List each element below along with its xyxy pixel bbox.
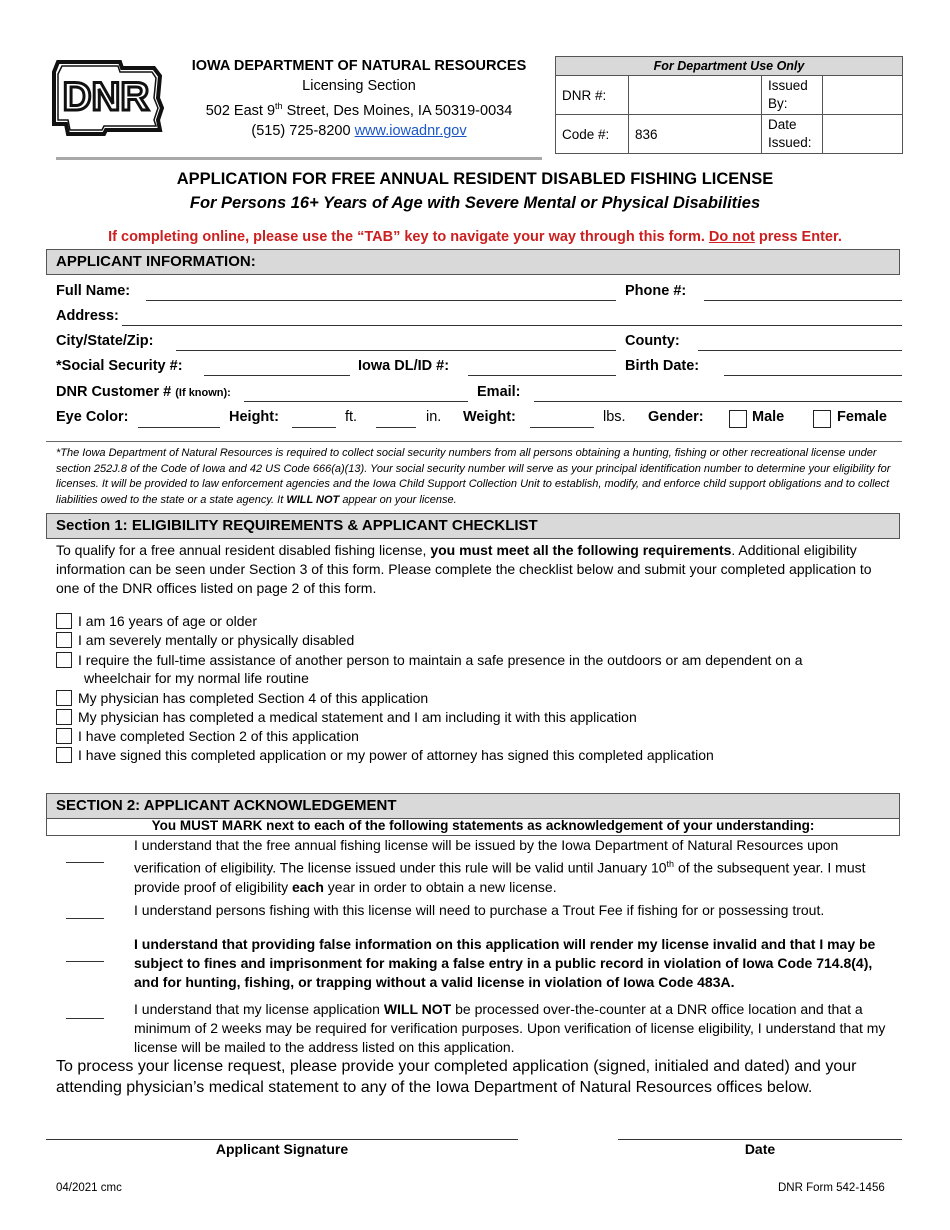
online-instruction: If completing online, please use the “TAB” key to navigate your way through this form. Do not press Enter. — [108, 229, 842, 245]
phone-label: Phone #: — [625, 283, 687, 299]
department-use-table — [555, 56, 903, 154]
dept-use-caption: For Department Use Only — [556, 57, 903, 76]
phone-input[interactable] — [704, 300, 902, 301]
checklist-item-continued: wheelchair for my normal life routine — [84, 670, 309, 686]
female-checkbox[interactable] — [813, 410, 831, 428]
dnr-logo — [50, 58, 168, 136]
section2-heading: SECTION 2: APPLICANT ACKNOWLEDGEMENT — [46, 793, 900, 819]
checklist-checkbox[interactable] — [56, 632, 72, 648]
dnr-number-field[interactable] — [629, 76, 762, 115]
checklist-checkbox[interactable] — [56, 613, 72, 629]
county-input[interactable] — [698, 350, 902, 351]
applicant-info-divider — [46, 441, 902, 442]
form-title: APPLICATION FOR FREE ANNUAL RESIDENT DISABLED FISHING LICENSE — [176, 170, 774, 188]
weight-label: Weight: — [463, 409, 516, 425]
ack2-text: I understand persons fishing with this license will need to purchase a Trout Fee if fishing for or possessing trout. — [134, 902, 825, 918]
date-input[interactable] — [618, 1139, 902, 1140]
ack2-initial-input[interactable] — [66, 918, 104, 919]
feet-unit: ft. — [345, 409, 358, 425]
ack1-text: I understand that the free annual fishing license will be issued by the Iowa Department of Natural Resources upon verification of eligibility. The license issued under this rule will be valid until January 10th of the subsequent year. I must provide proof of eligibility each year in order to obtain a new license. — [134, 837, 866, 895]
applicant-signature-input[interactable] — [46, 1139, 518, 1140]
height-feet-input[interactable] — [292, 427, 336, 428]
logo-text: DNR — [62, 75, 150, 119]
full-name-input[interactable] — [146, 300, 616, 301]
issued-by-field[interactable] — [823, 76, 903, 115]
birth-date-input[interactable] — [724, 375, 902, 376]
iowa-dl-label: Iowa DL/ID #: — [358, 358, 450, 374]
email-input[interactable] — [534, 401, 902, 402]
pounds-unit: lbs. — [603, 409, 626, 425]
gender-label: Gender: — [648, 409, 704, 425]
ack3-initial-input[interactable] — [66, 961, 104, 962]
birth-date-label: Birth Date: — [625, 358, 700, 374]
height-label: Height: — [229, 409, 279, 425]
agency-address: 502 East 9th Street, Des Moines, IA 50319-0034 — [205, 101, 513, 119]
ssn-label: *Social Security #: — [56, 358, 183, 374]
code-number-field[interactable]: 836 — [629, 115, 762, 154]
ack3-text: I understand that providing false information on this application will render my license invalid and that I may be subject to fines and imprisonment for making a false entry in a public record in violation of Iowa Code 714.8(4), and for hunting, fishing, or trapping without a valid license in violation of Iowa Code 483A. — [134, 936, 876, 990]
date-label: Date — [744, 1141, 776, 1157]
header-divider — [56, 157, 542, 160]
section1-heading: Section 1: ELIGIBILITY REQUIREMENTS & APPLICANT CHECKLIST — [46, 513, 900, 539]
ssn-input[interactable] — [204, 375, 350, 376]
city-state-zip-input[interactable] — [176, 350, 616, 351]
height-inches-input[interactable] — [376, 427, 416, 428]
applicant-info-heading: APPLICANT INFORMATION: — [46, 249, 900, 275]
city-state-zip-label: City/State/Zip: — [56, 333, 154, 349]
closing-instructions: To process your license request, please provide your completed application (signed, initialed and dated) and your attending physician’s medical statement to any of the Iowa Department of Natural Resources offices below. — [56, 1058, 857, 1096]
eye-color-input[interactable] — [138, 427, 220, 428]
email-label: Email: — [477, 384, 521, 400]
inches-unit: in. — [426, 409, 442, 425]
section1-intro: To qualify for a free annual resident disabled fishing license, you must meet all the following requirements. Additional eligibility information can be seen under Section 3 of this form. Please complete the checklist below and submit your completed application to one of the DNR offices listed on page 2 of this form. — [56, 542, 872, 596]
eye-color-label: Eye Color: — [56, 409, 129, 425]
checklist-checkbox[interactable] — [56, 709, 72, 725]
form-number: DNR Form 542-1456 — [778, 1182, 885, 1194]
county-label: County: — [625, 333, 680, 349]
customer-number-label: DNR Customer # (If known): — [56, 384, 231, 400]
website-link[interactable]: www.iowadnr.gov — [354, 122, 467, 139]
ack4-text: I understand that my license application WILL NOT be processed over-the-counter at a DNR office location and that a minimum of 2 weeks may be required for verification purposes. Upon verification of license eligibility, I understand that my license will be mailed to the address listed on this application. — [134, 1001, 886, 1055]
agency-contact: (515) 725-8200 www.iowadnr.gov — [251, 122, 467, 139]
ssn-notice: *The Iowa Department of Natural Resources is required to collect social security numbers from all persons obtaining a hunting, fishing or other recreational license under section 252J.8 of the Code of Iowa and 42 US Code 666(a)(13). Your social security number will serve as your principal identification number to determine your eligibility for licenses. It will be provided to law enforcement agencies and the Iowa Child Support Collection Unit to establish, modify, and enforce child support obligations and to collect liabilities owed to the state or a state agency. It WILL NOT appear on your license. — [56, 447, 891, 506]
applicant-signature-label: Applicant Signature — [215, 1141, 349, 1157]
code-number-label: Code #: — [556, 115, 629, 154]
address-input[interactable] — [122, 325, 902, 326]
checklist-checkbox[interactable] — [56, 728, 72, 744]
male-label: Male — [752, 409, 785, 425]
issued-by-label: Issued By: — [762, 76, 823, 115]
customer-number-input[interactable] — [244, 401, 468, 402]
form-subtitle: For Persons 16+ Years of Age with Severe Mental or Physical Disabilities — [189, 194, 761, 212]
male-checkbox[interactable] — [729, 410, 747, 428]
form-revision: 04/2021 cmc — [56, 1182, 122, 1194]
ack1-initial-input[interactable] — [66, 862, 104, 863]
checklist-checkbox[interactable] — [56, 652, 72, 668]
agency-header — [180, 56, 538, 141]
address-label: Address: — [56, 308, 119, 324]
weight-input[interactable] — [530, 427, 594, 428]
date-issued-label: Date Issued: — [762, 115, 823, 154]
section2-subheading: You MUST MARK next to each of the following statements as acknowledgement of your understanding: — [46, 818, 900, 836]
dnr-number-label: DNR #: — [556, 76, 629, 115]
agency-section: Licensing Section — [302, 78, 416, 94]
ack4-initial-input[interactable] — [66, 1018, 104, 1019]
full-name-label: Full Name: — [56, 283, 131, 299]
female-label: Female — [837, 409, 887, 425]
checklist-checkbox[interactable] — [56, 690, 72, 706]
date-issued-field[interactable] — [823, 115, 903, 154]
checklist-checkbox[interactable] — [56, 747, 72, 763]
iowa-dl-input[interactable] — [468, 375, 616, 376]
agency-name: IOWA DEPARTMENT OF NATURAL RESOURCES — [191, 58, 527, 74]
